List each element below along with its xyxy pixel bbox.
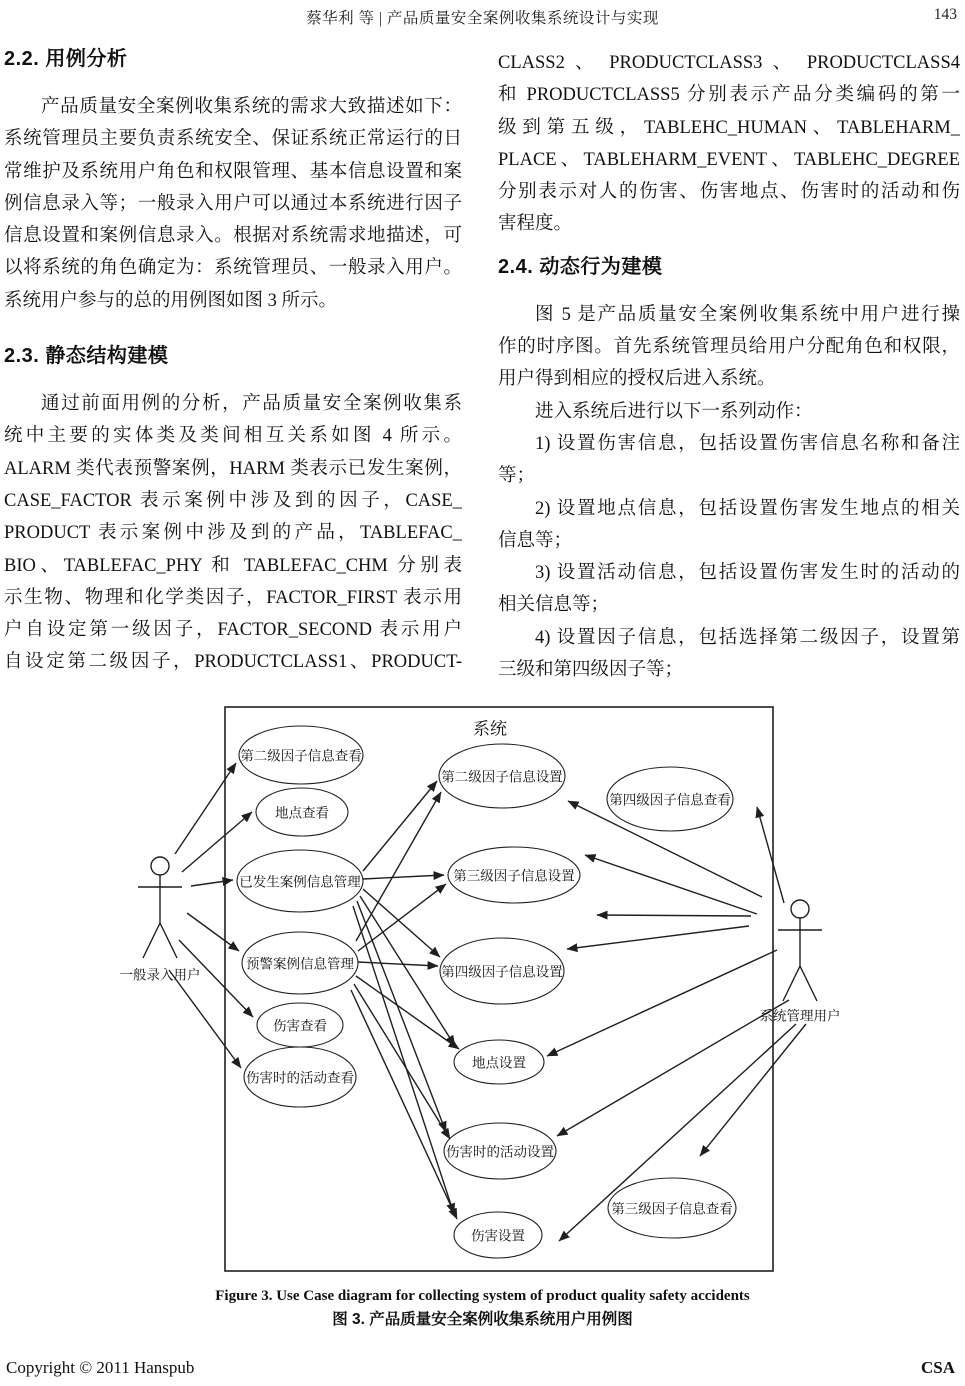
svg-text:预警案例信息管理: 预警案例信息管理: [246, 956, 354, 972]
text-line: 户自设定第一级因子，FACTOR_SECOND 表示用户: [4, 620, 462, 641]
text-line: 作的时序图。首先系统管理员给用户分配角色和权限，: [498, 337, 960, 358]
use-case-uc-view-factor2: [239, 726, 363, 784]
text-line: 等；: [498, 466, 536, 487]
section-heading: 2.3. 静态结构建模: [4, 345, 169, 368]
svg-text:地点查看: 地点查看: [275, 805, 329, 821]
actor-general-input-user: [138, 857, 182, 958]
association-arrow: [169, 970, 241, 1068]
running-header: 蔡华利 等 | 产品质量安全案例收集系统设计与实现: [306, 10, 659, 27]
association-arrow: [175, 763, 236, 854]
svg-text:地点设置: 地点设置: [472, 1055, 526, 1071]
text-line: PRODUCT 表示案例中涉及到的产品，TABLEFAC_: [4, 523, 462, 544]
association-arrow: [353, 906, 454, 1214]
use-case-diagram: [0, 695, 965, 1291]
association-arrow: [358, 884, 446, 951]
text-line: 信息设置和案例信息录入。根据对系统需求地描述，可: [4, 226, 462, 247]
use-case-uc-set-place: [454, 1040, 544, 1084]
use-case-uc-view-factor3: [608, 1178, 736, 1238]
association-arrow: [557, 1000, 789, 1136]
text-line: 图 5 是产品质量安全案例收集系统中用户进行操: [535, 304, 960, 325]
association-arrow: [567, 926, 749, 949]
text-line: 统中主要的实体类及类间相互关系如图 4 所示。: [4, 426, 462, 447]
right-text-column: [498, 47, 960, 686]
svg-text:第四级因子信息设置: 第四级因子信息设置: [441, 964, 563, 980]
text-line: ALARM 类代表预警案例，HARM 类表示已发生案例，: [4, 458, 462, 479]
actor-label-system-admin-user: 系统管理用户: [759, 1008, 841, 1024]
association-arrow: [358, 962, 438, 966]
text-line: 通过前面用例的分析，产品质量安全案例收集系: [41, 394, 462, 415]
text-line: 4) 设置因子信息，包括选择第二级因子，设置第: [535, 627, 960, 648]
text-line: 自设定第二级因子，PRODUCTCLASS1、PRODUCT-: [4, 652, 462, 673]
figure-caption-en: Figure 3. Use Case diagram for collecting system of product quality safety accidents: [215, 1288, 750, 1304]
use-case-uc-view-activity: [244, 1047, 356, 1107]
text-line: 用户得到相应的授权后进入系统。: [498, 369, 776, 390]
use-case-uc-set-harm: [454, 1212, 542, 1258]
text-line: 相关信息等；: [498, 595, 610, 616]
association-arrow: [585, 855, 757, 914]
text-line: CLASS2 、 PRODUCTCLASS3 、 PRODUCTCLASS4: [498, 53, 960, 73]
svg-text:第四级因子信息查看: 第四级因子信息查看: [609, 792, 731, 808]
text-line: 1) 设置伤害信息，包括设置伤害信息名称和备注: [535, 433, 960, 454]
association-arrow: [187, 913, 239, 951]
association-arrow: [357, 901, 446, 1132]
association-arrow: [356, 792, 441, 941]
footer-copyright: Copyright © 2011 Hanspub: [6, 1358, 195, 1377]
text-line: 害程度。: [498, 214, 573, 235]
text-line: CASE_FACTOR 表示案例中涉及到的因子，CASE_: [4, 490, 462, 511]
text-line: 三级和第四级因子等；: [498, 660, 684, 681]
use-case-uc-set-factor3: [448, 847, 580, 903]
actor-label-general-input-user: 一般录入用户: [119, 967, 201, 983]
association-arrow: [547, 950, 777, 1056]
text-line: 和 PRODUCTCLASS5 分别表示产品分类编码的第一: [498, 85, 960, 106]
use-case-uc-view-harm: [257, 1003, 343, 1047]
use-case-uc-manage-occurred: [237, 850, 363, 912]
text-line: 常维护及系统用户角色和权限管理、基本信息设置和案: [4, 161, 462, 182]
footer-journal: CSA: [920, 1358, 955, 1377]
use-case-uc-view-place: [256, 788, 348, 836]
association-arrow: [191, 880, 233, 886]
svg-text:第二级因子信息设置: 第二级因子信息设置: [441, 769, 563, 785]
association-arrow: [363, 781, 437, 871]
association-arrow: [757, 807, 784, 903]
text-line: 示生物、物理和化学类因子，FACTOR_FIRST 表示用: [4, 587, 462, 608]
svg-text:伤害时的活动设置: 伤害时的活动设置: [446, 1144, 554, 1160]
text-line: 系统用户参与的总的用例图如图 3 所示。: [4, 290, 338, 311]
figure-caption-zh: 图 3. 产品质量安全案例收集系统用户用例图: [332, 1311, 633, 1328]
text-line: 例信息录入等；一般录入用户可以通过本系统进行因子: [4, 193, 462, 214]
text-line: 2) 设置地点信息，包括设置伤害发生地点的相关: [535, 498, 960, 519]
text-line: 信息等；: [498, 530, 573, 551]
actor-system-admin-user: [778, 900, 822, 1001]
text-line: 产品质量安全案例收集系统的需求大致描述如下：: [41, 97, 462, 117]
text-line: 进入系统后进行以下一系列动作：: [535, 401, 813, 422]
text-line: PLACE、TABLEHARM_EVENT、TABLEHC_DEGREE: [498, 149, 960, 170]
text-line: 分别表示对人的伤害、伤害地点、伤害时的活动和伤: [498, 182, 960, 203]
text-line: 3) 设置活动信息，包括设置伤害发生时的活动的: [535, 563, 960, 584]
text-line: BIO、TABLEFAC_PHY 和 TABLEFAC_CHM 分别表: [4, 555, 462, 576]
use-case-uc-manage-alarm: [242, 932, 358, 994]
text-line: 系统管理员主要负责系统安全、保证系统正常运行的日: [4, 129, 462, 150]
use-case-uc-set-activity: [444, 1123, 556, 1179]
association-arrow: [354, 984, 450, 1139]
left-text-column: [4, 44, 462, 679]
page-number: 143: [933, 6, 957, 23]
section-heading: 2.2. 用例分析: [4, 48, 128, 70]
section-heading: 2.4. 动态行为建模: [498, 255, 663, 278]
association-arrow: [700, 1024, 806, 1156]
svg-text:伤害时的活动查看: 伤害时的活动查看: [246, 1070, 354, 1086]
use-case-uc-set-factor2: [439, 744, 565, 808]
use-case-uc-view-factor4: [607, 767, 733, 831]
use-case-uc-set-factor4: [440, 938, 564, 1004]
svg-text:伤害设置: 伤害设置: [471, 1228, 525, 1244]
svg-text:伤害查看: 伤害查看: [273, 1018, 327, 1034]
svg-text:第二级因子信息查看: 第二级因子信息查看: [240, 748, 362, 764]
association-arrow: [182, 812, 252, 872]
svg-text:已发生案例信息管理: 已发生案例信息管理: [239, 874, 361, 890]
svg-text:第三级因子信息设置: 第三级因子信息设置: [453, 868, 575, 884]
svg-text:第三级因子信息查看: 第三级因子信息查看: [611, 1201, 733, 1217]
text-line: 以将系统的角色确定为：系统管理员、一般录入用户。: [4, 258, 462, 279]
system-box-label: 系统: [473, 719, 507, 739]
text-line: 级到第五级，TABLEHC_HUMAN、TABLEHARM_: [498, 117, 960, 138]
association-arrow: [597, 915, 751, 916]
association-arrow: [363, 875, 444, 879]
